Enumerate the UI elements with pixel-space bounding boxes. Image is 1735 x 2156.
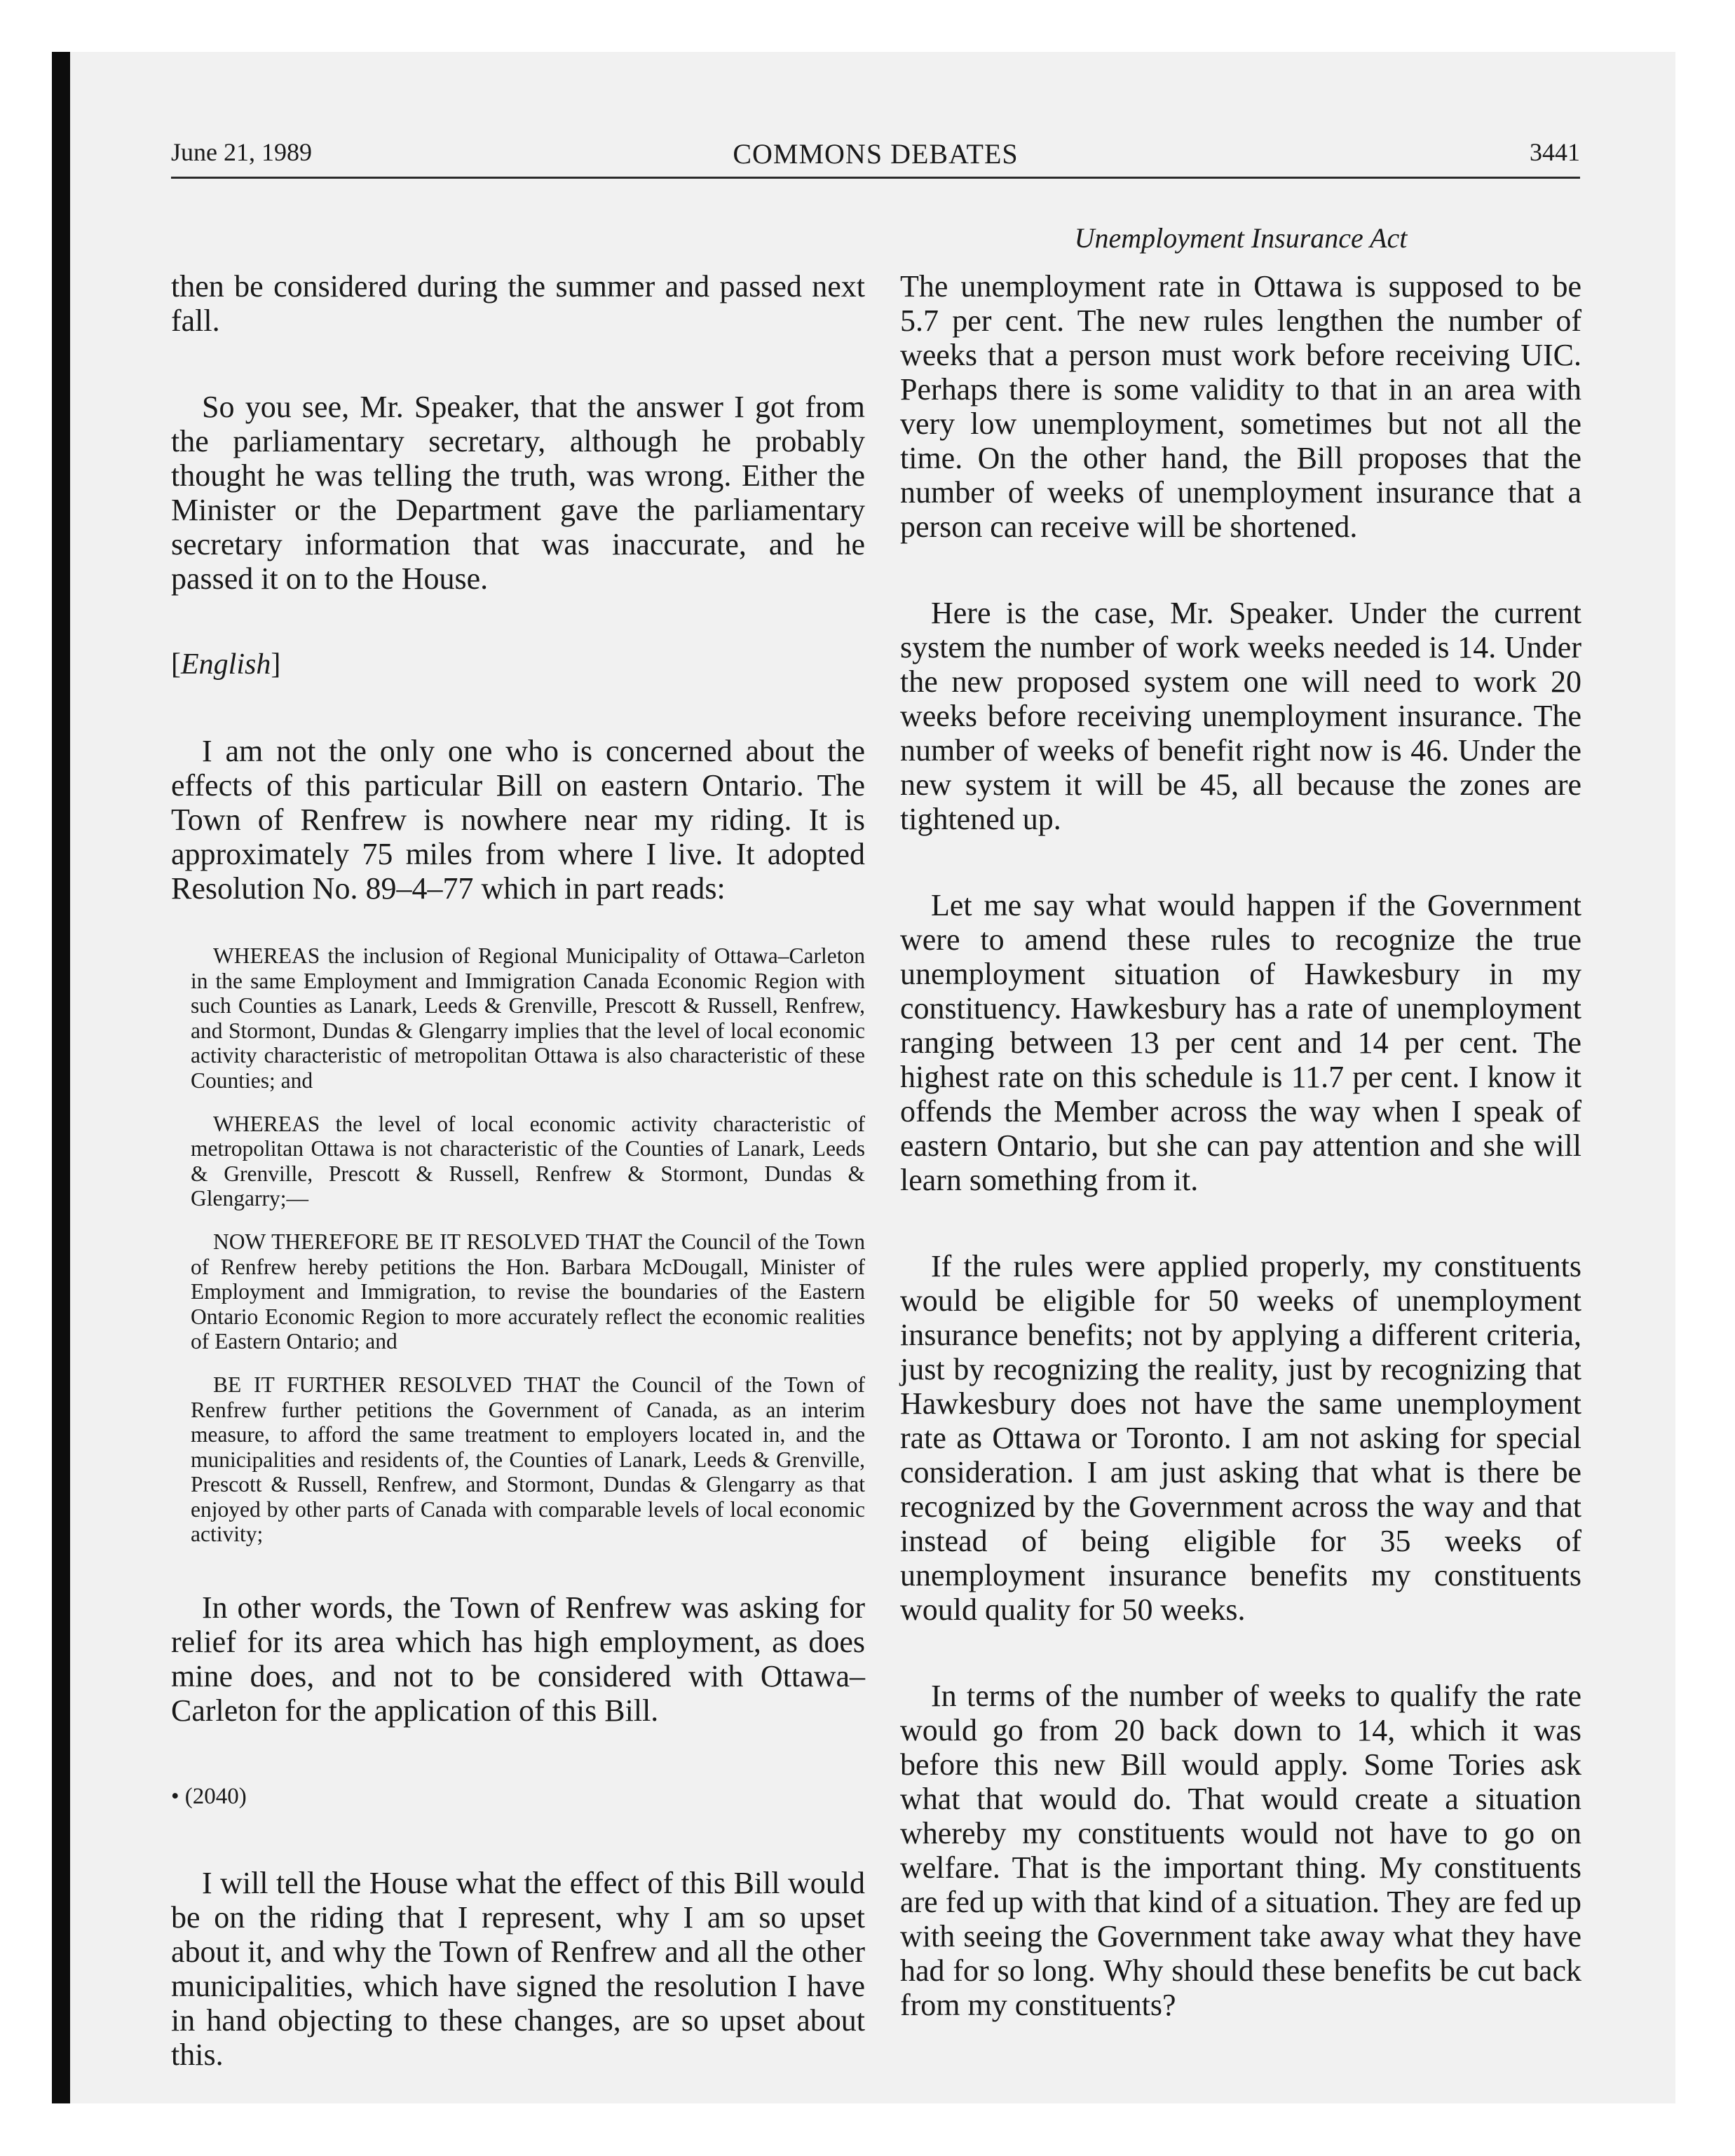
page-header xyxy=(171,137,1580,179)
right-paragraph-5: In terms of the number of weeks to qualify the rate would go from 20 back down to 14, which it was before this new Bill would apply. Some Tories ask what that would do. That would create a situation whereby my constituents would not have to go on welfare. That is the important thing. My constituents are fed up with that kind of a situation. They are fed up with seeing the Government take away what they have had for so long. Why should these benefits be cut back from my constituents? xyxy=(900,1679,1581,2022)
section-title: Unemployment Insurance Act xyxy=(1074,222,1408,254)
quote-paragraph-3: NOW THEREFORE BE IT RESOLVED THAT the Council of the Town of Renfrew hereby petitions the Hon. Barbara McDougall, Minister of Employment and Immigration, to revise the boundaries of the Eastern Ontario Economic Region to more accurately reflect the economic realities of Eastern Ontario; and xyxy=(191,1229,865,1354)
right-column xyxy=(900,269,1581,2074)
timestamp-marker: • (2040) xyxy=(171,1784,247,1810)
scan-binding-edge xyxy=(52,52,70,2103)
language-bracket-open: [ xyxy=(171,648,181,681)
left-paragraph-5: I will tell the House what the effect of this Bill would be on the riding that I represent, why I am so upset about it, and why the Town of Renfrew and all the other municipalities, which have signed the resolution I have in hand objecting to these changes, are so upset about this. xyxy=(171,1866,865,2073)
right-paragraph-2: Here is the case, Mr. Speaker. Under the current system the number of work weeks needed is 14. Under the new proposed system one will need to work 20 weeks before receiving unemployment insurance. The number of weeks of benefit right now is 46. Under the new system it will be 45, all because the zones are tightened up. xyxy=(900,596,1581,836)
left-paragraph-1: then be considered during the summer and passed next fall. xyxy=(171,269,865,338)
right-paragraph-1: The unemployment rate in Ottawa is supposed to be 5.7 per cent. The new rules lengthen the number of weeks that a person must work before receiving UIC. Perhaps there is some validity to that in an area with very low unemployment, sometimes but not all the time. On the other hand, the Bill proposes that the number of weeks of unemployment insurance that a person can receive will be shortened. xyxy=(900,269,1581,544)
header-title: COMMONS DEBATES xyxy=(733,138,1019,170)
left-paragraph-4: In other words, the Town of Renfrew was asking for relief for its area which has high employment, as does mine does, and not to be considered with Ottawa–Carleton for the application of this Bill. xyxy=(171,1590,865,1728)
right-paragraph-3: Let me say what would happen if the Government were to amend these rules to recognize the true unemployment situation of Hawkesbury in my constituency. Hawkesbury has a rate of unemployment ranging between 13 per cent and 14 per cent. The highest rate on this schedule is 11.7 per cent. I know it offends the Member across the way when I speak of eastern Ontario, but she can pay attention and she will learn something from it. xyxy=(900,888,1581,1197)
header-page-number: 3441 xyxy=(1530,138,1580,166)
left-paragraph-3: I am not the only one who is concerned about the effects of this particular Bill on eastern Ontario. The Town of Renfrew is nowhere near my riding. It is approximately 75 miles from where I live. It adopted Resolution No. 89–4–77 which in part reads: xyxy=(171,734,865,906)
language-label: English xyxy=(181,648,271,681)
quote-paragraph-2: WHEREAS the level of local economic activity characteristic of metropolitan Ottawa is not characteristic of the Counties of Lanark, Leeds & Grenville, Prescott & Russell, Renfrew & Stormont, Dundas & Glengarry;— xyxy=(191,1111,865,1211)
left-column xyxy=(171,269,865,2124)
quote-paragraph-4: BE IT FURTHER RESOLVED THAT the Council of the Town of Renfrew further petitions the Government of Canada, as an interim measure, to afford the same treatment to employers located in, and the municipalities and residents of, the Counties of Lanark, Leeds & Grenville, Prescott & Russell, Renfrew, and Stormont, Dundas & Glengarry as that enjoyed by other parts of Canada with comparable levels of local economic activity; xyxy=(191,1372,865,1547)
language-bracket-close: ] xyxy=(271,648,281,681)
header-date: June 21, 1989 xyxy=(171,138,312,166)
resolution-quote xyxy=(191,943,865,1547)
right-paragraph-4: If the rules were applied properly, my constituents would be eligible for 50 weeks of unemployment insurance benefits; not by applying a different criteria, just by recognizing the reality, just by recognizing that Hawkesbury does not have the same unemployment rate as Ottawa or Toronto. I am not asking for special consideration. I am just asking that what is there be recognized by the Government across the way and that instead of being eligible for 35 weeks of unemployment insurance benefits my constituents would quality for 50 weeks. xyxy=(900,1249,1581,1627)
left-paragraph-2: So you see, Mr. Speaker, that the answer I got from the parliamentary secretary, although he probably thought he was telling the truth, was wrong. Either the Minister or the Department gave the parliamentary secretary information that was inaccurate, and he passed it on to the House. xyxy=(171,390,865,596)
quote-paragraph-1: WHEREAS the inclusion of Regional Municipality of Ottawa–Carleton in the same Employment and Immigration Canada Economic Region with such Counties as Lanark, Leeds & Grenville, Prescott & Russell, Renfrew, and Stormont, Dundas & Glengarry implies that the level of local economic activity characteristic of metropolitan Ottawa is also characteristic of these Counties; and xyxy=(191,943,865,1093)
language-marker xyxy=(171,648,865,682)
